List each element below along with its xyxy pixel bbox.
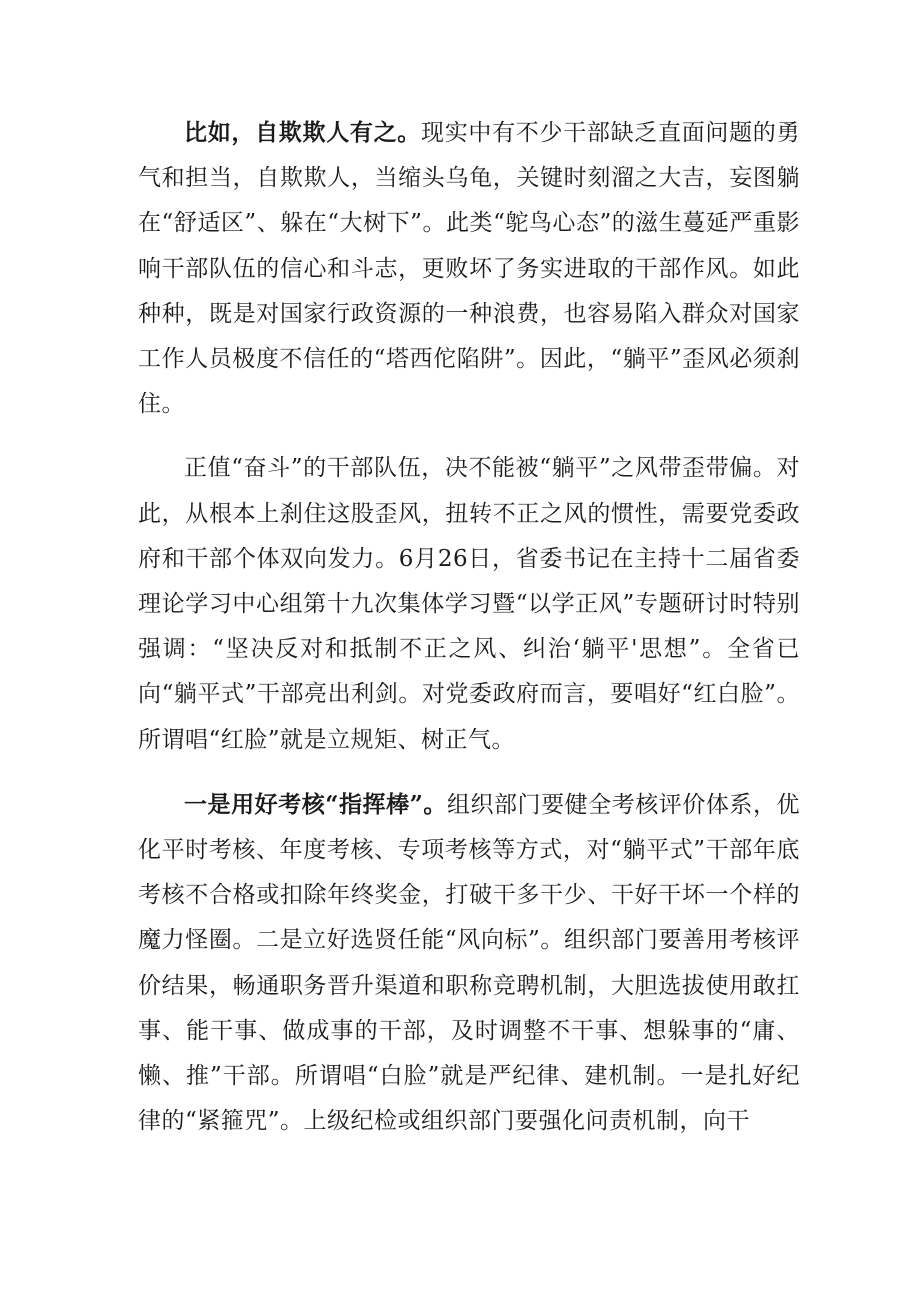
paragraph-text: 正值“奋斗”的干部队伍，决不能被“躺平”之风带歪带偏。对此，从根本上刹住这股歪风，扭转不正之风的惯性，需要党委政府和干部个体双向发力。6月26日，省委书记在主持十二届省委理论学习中心组第十九次集体学习暨“以学正风”专题研讨时特别强调：“坚决反对和抵制不正之风、纠治‘躺平'思想”。全省已向“躺平式”干部亮出利剑。对党委政府而言，要唱好“红白脸”。所谓唱“红脸”就是立规矩、树正气。 bbox=[138, 455, 800, 753]
paragraph-text: 现实中有不少干部缺乏直面问题的勇气和担当，自欺欺人，当缩头乌龟，关键时刻溜之大吉，妄图躺在“舒适区”、躲在“大树下”。此类“鸵鸟心态”的滋生蔓延严重影响干部队伍的信心和斗志，更败坏了务实进取的干部作风。如此种种，既是对国家行政资源的一种浪费，也容易陷入群众对国家工作人员极度不信任的“塔西佗陷阱”。因此，“躺平”歪风必须刹住。 bbox=[138, 120, 801, 418]
paragraph-text: 组织部门要健全考核评价体系，优化平时考核、年度考核、专项考核等方式，对“躺平式”干部年底考核不合格或扣除年终奖金，打破干多干少、干好干坏一个样的魔力怪圈。二是立好选贤任能“风向标”。组织部门要善用考核评价结果，畅通职务晋升渠道和职称竞聘机制，大胆选拔使用敢扛事、能干事、做成事的干部，及时调整不干事、想躲事的“庸、懒、推”干部。所谓唱“白脸”就是严纪律、建机制。一是扎好纪律的“紧箍咒”。上级纪检或组织部门要强化问责机制，向干 bbox=[138, 791, 800, 1135]
paragraph-assessment bbox=[138, 782, 800, 1145]
paragraph-lead-heading: 比如，自欺欺人有之。 bbox=[184, 119, 421, 146]
paragraph-self-deception bbox=[138, 110, 800, 427]
paragraph-lead-heading: 一是用好考核“指挥棒”。 bbox=[184, 790, 447, 818]
paragraph-struggle bbox=[138, 446, 800, 762]
document-body bbox=[138, 110, 800, 1144]
